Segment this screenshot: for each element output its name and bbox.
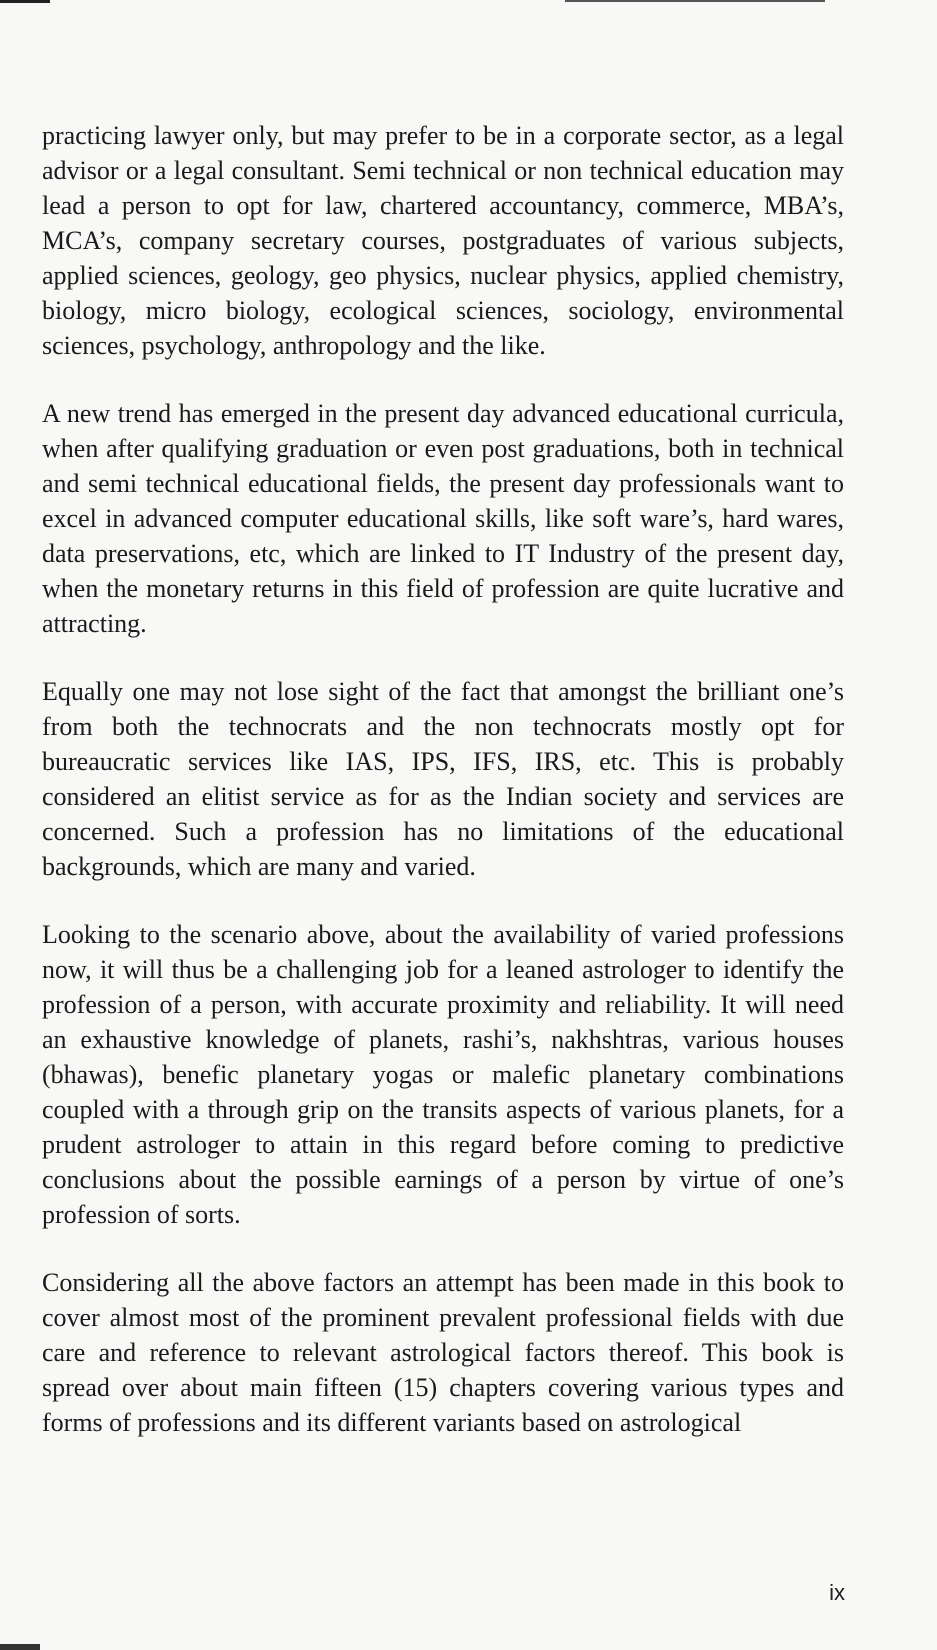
page-edge-shadow [0, 1644, 40, 1650]
paragraph: Looking to the scenario above, about the availability of varied professions now, it will thus be a challenging job for a leaned astrologer to identify the profession of a person, with accurate proximity and reliability. It will need an exhaustive knowledge of planets, rashi’s, nakhshtras, various houses (bhawas), benefic planetary yogas or malefic planetary combinations coupled with a through grip on the transits aspects of various planets, for a prudent astrologer to attain in this regard before coming to predictive conclusions about the possible earnings of a person by virtue of one’s profession of sorts. [42, 920, 844, 1229]
paragraph: Considering all the above factors an attempt has been made in this book to cover almost most of the prominent prevalent professional fields with due care and reference to relevant astrological factors thereof. This book is spread over about main fifteen (15) chapters covering various types and forms of professions and its different variants based on astrological [42, 1268, 844, 1437]
body-text [42, 118, 844, 1473]
page-edge-shadow [0, 0, 50, 3]
page-number: ix [829, 1580, 845, 1605]
paragraph: practicing lawyer only, but may prefer to be in a corporate sector, as a legal advisor or a legal consultant. Semi technical or non technical education may lead a person to opt for law, chartered accountancy, commerce, MBA’s, MCA’s, company secretary courses, postgraduates of various subjects, applied sciences, geology, geo physics, nuclear physics, applied chemistry, biology, micro biology, ecological sciences, sociology, environmental sciences, psychology, anthropology and the like. [42, 121, 844, 360]
page-edge-shadow [565, 0, 825, 2]
paragraph: A new trend has emerged in the present day advanced educational curricula, when after qualifying graduation or even post graduations, both in technical and semi technical educational fields, the present day professionals want to excel in advanced computer educational skills, like soft ware’s, hard wares, data preservations, etc, which are linked to IT Industry of the present day, when the monetary returns in this field of profession are quite lucrative and attracting. [42, 399, 844, 638]
paragraph: Equally one may not lose sight of the fact that amongst the brilliant one’s from both the technocrats and the non technocrats mostly opt for bureaucratic services like IAS, IPS, IFS, IRS, etc. This is probably considered an elitist service as for as the Indian society and services are concerned. Such a profession has no limitations of the educational backgrounds, which are many and varied. [42, 677, 844, 881]
